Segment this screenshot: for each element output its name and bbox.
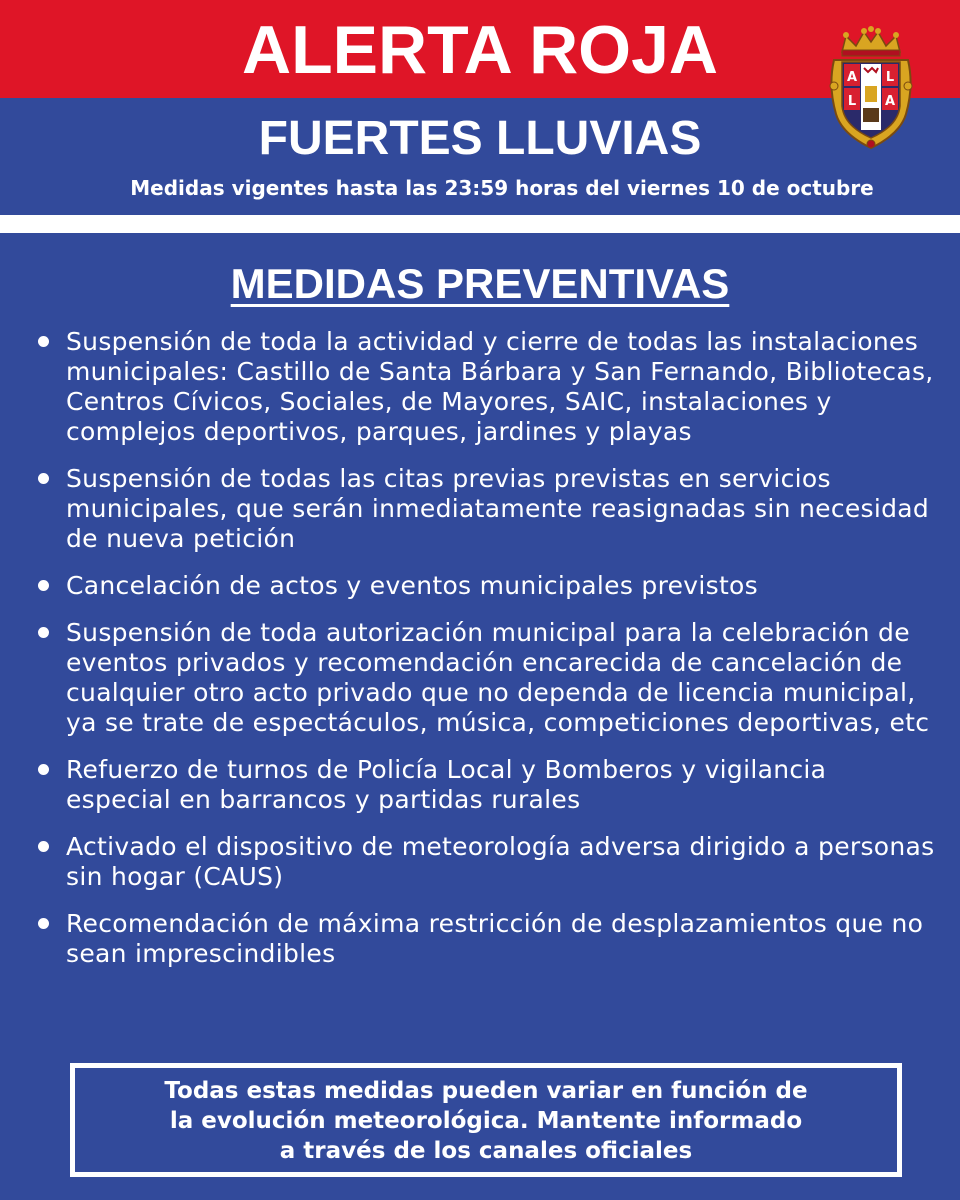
notice-text: Todas estas medidas pueden variar en función de la evolución meteorológica. Mantente informado a través de los canales oficiales xyxy=(164,1078,808,1164)
subtitle: FUERTES LLUVIAS xyxy=(258,112,702,165)
crest-letter: A xyxy=(846,70,858,85)
measure-text: Suspensión de toda autorización municipal para la celebración de eventos privados y recomendación encarecida de cancelación de cualquier otro acto privado que no dependa de licencia municipal, ya se trate de espectáculos, música, competiciones deportivas, etc xyxy=(66,618,930,737)
divider xyxy=(0,215,960,233)
bullet-icon xyxy=(38,580,49,591)
alert-title: ALERTA ROJA xyxy=(242,12,718,88)
measure-text: Suspensión de toda la actividad y cierre de todas las instalaciones municipales: Castillo de Santa Bárbara y San Fernando, Bibliotecas, Centros Cívicos, Sociales, de Mayores, SAIC, instalaciones y complejos deportivos, parques, jardines y playas xyxy=(66,327,934,446)
list-item xyxy=(36,909,936,969)
section-title-text: MEDIDAS PREVENTIVAS xyxy=(230,260,730,307)
list-item xyxy=(36,832,936,892)
measure-text: Activado el dispositivo de meteorología adversa dirigido a personas sin hogar (CAUS) xyxy=(66,832,935,891)
list-item xyxy=(36,755,936,815)
list-item xyxy=(36,571,936,601)
crest-letter: L xyxy=(847,94,857,109)
bullet-icon xyxy=(38,336,49,347)
section-title xyxy=(0,258,960,310)
measure-text: Cancelación de actos y eventos municipales previstos xyxy=(66,571,758,600)
list-item xyxy=(36,327,936,447)
coat-of-arms-icon xyxy=(828,26,914,150)
list-item xyxy=(36,464,936,554)
measure-text: Suspensión de todas las citas previas previstas en servicios municipales, que serán inmediatamente reasignadas sin necesidad de nueva petición xyxy=(66,464,930,553)
measures-list xyxy=(36,327,936,986)
bullet-icon xyxy=(38,918,49,929)
notice-box xyxy=(70,1063,902,1177)
bullet-icon xyxy=(38,841,49,852)
list-item xyxy=(36,618,936,738)
crest-letter: A xyxy=(884,94,896,109)
bullet-icon xyxy=(38,764,49,775)
bullet-icon xyxy=(38,627,49,638)
crest-letter: L xyxy=(885,70,895,85)
bullet-icon xyxy=(38,473,49,484)
measure-text: Refuerzo de turnos de Policía Local y Bomberos y vigilancia especial en barrancos y partidas rurales xyxy=(66,755,827,814)
validity-text: Medidas vigentes hasta las 23:59 horas del viernes 10 de octubre xyxy=(130,176,874,200)
measure-text: Recomendación de máxima restricción de desplazamientos que no sean imprescindibles xyxy=(66,909,924,968)
